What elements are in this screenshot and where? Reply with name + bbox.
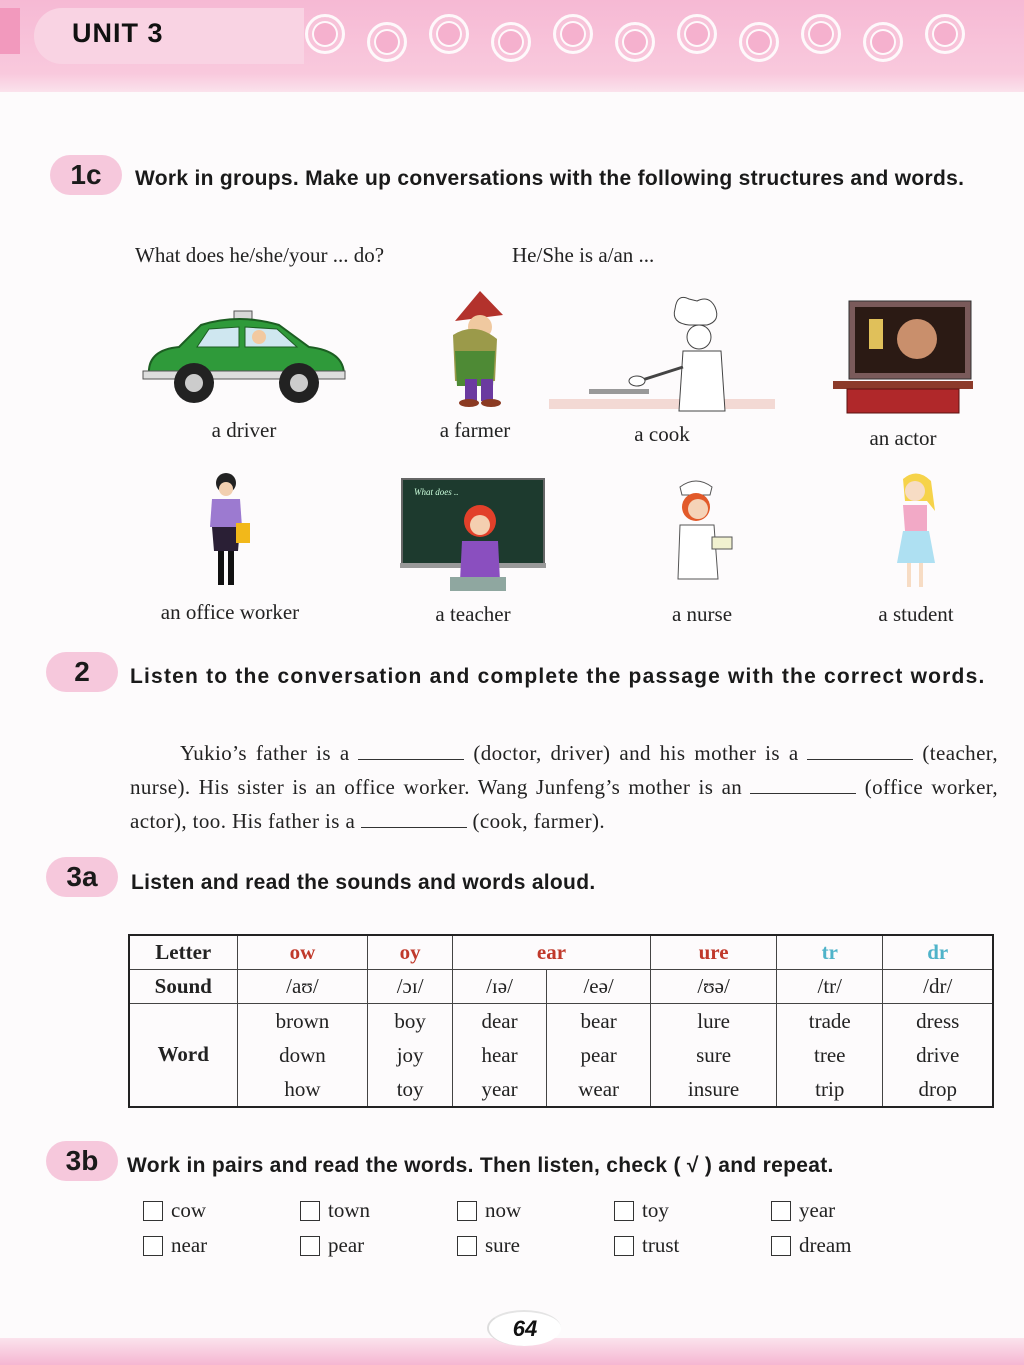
letter-oy: oy	[368, 935, 453, 969]
phonics-table	[128, 934, 994, 1108]
unit-header-band	[0, 0, 1024, 92]
section-3a-instruction: Listen and read the sounds and words aloud.	[131, 871, 596, 894]
passage-text: (cook, farmer).	[466, 809, 606, 833]
sound-cell: /ʊə/	[651, 969, 777, 1003]
check-item-near[interactable]	[143, 1233, 300, 1258]
taxi-car-icon	[139, 300, 349, 410]
ring-icon	[677, 14, 717, 54]
answer-blank-2[interactable]	[807, 742, 913, 760]
check-item-sure[interactable]	[457, 1233, 614, 1258]
ring-icon	[739, 22, 779, 62]
job-card-driver	[138, 300, 350, 443]
word: trade	[808, 1008, 851, 1033]
word-cell	[368, 1003, 453, 1107]
check-word: now	[485, 1198, 522, 1222]
check-word: dream	[799, 1233, 852, 1257]
word-row	[129, 1003, 993, 1107]
answer-blank-4[interactable]	[361, 810, 467, 828]
job-card-farmer	[400, 290, 550, 443]
section-1c-instruction: Work in groups. Make up conversations with the following structures and words.	[135, 167, 965, 190]
checkbox[interactable]	[771, 1201, 791, 1221]
word: lure	[697, 1008, 730, 1033]
passage-text: (doctor, driver) and his mother is a	[464, 741, 808, 765]
ring-icon	[429, 14, 469, 54]
checkbox[interactable]	[614, 1236, 634, 1256]
word-cell	[651, 1003, 777, 1107]
letter-row	[129, 935, 993, 969]
fill-in-passage	[130, 736, 998, 838]
check-word: town	[328, 1198, 370, 1222]
job-card-cook	[548, 294, 776, 447]
sound-row	[129, 969, 993, 1003]
sound-cell: /ɔɪ/	[368, 969, 453, 1003]
word: joy	[396, 1042, 424, 1067]
ring-icon	[863, 22, 903, 62]
job-card-nurse	[640, 474, 764, 627]
checkbox[interactable]	[300, 1201, 320, 1221]
section-2-instruction: Listen to the conversation and complete the passage with the correct words.	[130, 665, 986, 688]
check-item-cow[interactable]	[143, 1198, 300, 1223]
job-card-actor	[830, 298, 976, 451]
word: year	[481, 1076, 518, 1101]
passage-text: Yukio’s father is a	[180, 741, 359, 765]
check-word: pear	[328, 1233, 365, 1257]
page-number-badge	[487, 1310, 561, 1346]
header-tab-edge	[0, 8, 20, 54]
check-word: near	[171, 1233, 208, 1257]
word-cell	[237, 1003, 368, 1107]
check-word: year	[799, 1198, 836, 1222]
checkbox[interactable]	[143, 1201, 163, 1221]
pattern-question: What does he/she/your ... do?	[135, 243, 385, 267]
word: tree	[814, 1042, 846, 1067]
word: bear	[580, 1008, 617, 1033]
word-cell	[777, 1003, 883, 1107]
job-label: an actor	[869, 426, 937, 450]
sound-cell: /ɪə/	[452, 969, 546, 1003]
section-badge-1c: 1c	[50, 155, 122, 195]
word: down	[279, 1042, 326, 1067]
row-label-sound: Sound	[129, 969, 237, 1003]
check-item-year[interactable]	[771, 1198, 928, 1223]
letter-ow: ow	[237, 935, 368, 969]
ring-icon	[925, 14, 965, 54]
checkbox[interactable]	[771, 1236, 791, 1256]
check-item-dream[interactable]	[771, 1233, 928, 1258]
check-item-trust[interactable]	[614, 1233, 771, 1258]
word: how	[284, 1076, 321, 1101]
page-number: 64	[512, 1316, 538, 1341]
ring-icon	[615, 22, 655, 62]
passage-text: (office worker, actor), too. His father is a	[130, 775, 999, 833]
check-word: trust	[642, 1233, 680, 1257]
job-label: a nurse	[671, 602, 733, 626]
sound-cell: /tr/	[777, 969, 883, 1003]
tv-actor-icon	[833, 298, 973, 418]
word: pear	[580, 1042, 617, 1067]
row-label-letter: Letter	[129, 935, 237, 969]
word-cell	[452, 1003, 546, 1107]
word: toy	[396, 1076, 424, 1101]
checkbox[interactable]	[457, 1236, 477, 1256]
teacher-blackboard-icon	[400, 476, 546, 594]
word-cell	[547, 1003, 651, 1107]
letter-ear: ear	[452, 935, 650, 969]
job-label: a farmer	[439, 418, 511, 442]
word: trip	[815, 1076, 845, 1101]
answer-blank-3[interactable]	[750, 776, 856, 794]
word-cell	[883, 1003, 993, 1107]
section-badge-3a: 3a	[46, 857, 118, 897]
word: brown	[275, 1008, 330, 1033]
chef-icon	[549, 294, 775, 414]
word: wear	[578, 1076, 620, 1101]
job-label: a student	[878, 602, 954, 626]
answer-blank-1[interactable]	[358, 742, 464, 760]
job-label: a cook	[634, 422, 690, 446]
check-word: cow	[171, 1198, 206, 1222]
word: sure	[696, 1042, 732, 1067]
checkbox[interactable]	[457, 1201, 477, 1221]
unit-title: UNIT 3	[72, 18, 164, 48]
check-item-now[interactable]	[457, 1198, 614, 1223]
word: boy	[394, 1008, 426, 1033]
job-card-office-worker	[140, 470, 320, 625]
row-label-word: Word	[129, 1003, 237, 1107]
check-item-town[interactable]	[300, 1198, 457, 1223]
passage-text: (teacher, nurse). His sister is an office worker. Wang Junfeng’s mother is an	[130, 741, 998, 799]
word: drop	[918, 1076, 957, 1101]
ring-icon	[491, 22, 531, 62]
job-label: a teacher	[435, 602, 511, 626]
ring-icon	[553, 14, 593, 54]
job-card-teacher	[398, 476, 548, 627]
section-badge-3b: 3b	[46, 1141, 118, 1181]
ring-icon	[367, 22, 407, 62]
section-3b-instruction: Work in pairs and read the words. Then listen, check ( √ ) and repeat.	[127, 1154, 834, 1177]
word: dear	[481, 1008, 518, 1033]
ring-icon	[801, 14, 841, 54]
sound-cell: /eə/	[547, 969, 651, 1003]
job-card-student	[860, 470, 972, 627]
check-item-toy[interactable]	[614, 1198, 771, 1223]
farmer-icon	[425, 290, 525, 410]
sound-cell: /dr/	[883, 969, 993, 1003]
check-word: sure	[485, 1233, 520, 1257]
checkbox[interactable]	[143, 1236, 163, 1256]
sound-cell: /aʊ/	[237, 969, 368, 1003]
check-word: toy	[642, 1198, 669, 1222]
office-worker-icon	[200, 470, 260, 592]
checkbox[interactable]	[614, 1201, 634, 1221]
word: drive	[916, 1042, 960, 1067]
decorative-rings	[305, 14, 965, 62]
job-label: an office worker	[160, 600, 300, 624]
word: insure	[687, 1076, 740, 1101]
student-icon	[881, 470, 951, 594]
word: dress	[916, 1008, 960, 1033]
section-badge-2: 2	[46, 652, 118, 692]
ring-icon	[305, 14, 345, 54]
check-item-pear[interactable]	[300, 1233, 457, 1258]
letter-tr: tr	[777, 935, 883, 969]
svg-text:What does ..: What does ..	[414, 487, 459, 497]
letter-dr: dr	[883, 935, 993, 969]
letter-ure: ure	[651, 935, 777, 969]
word: hear	[481, 1042, 518, 1067]
nurse-icon	[662, 474, 742, 594]
pattern-answer: He/She is a/an ...	[512, 243, 655, 267]
checkbox[interactable]	[300, 1236, 320, 1256]
checkbox-word-grid	[143, 1198, 928, 1258]
job-label: a driver	[211, 418, 277, 442]
